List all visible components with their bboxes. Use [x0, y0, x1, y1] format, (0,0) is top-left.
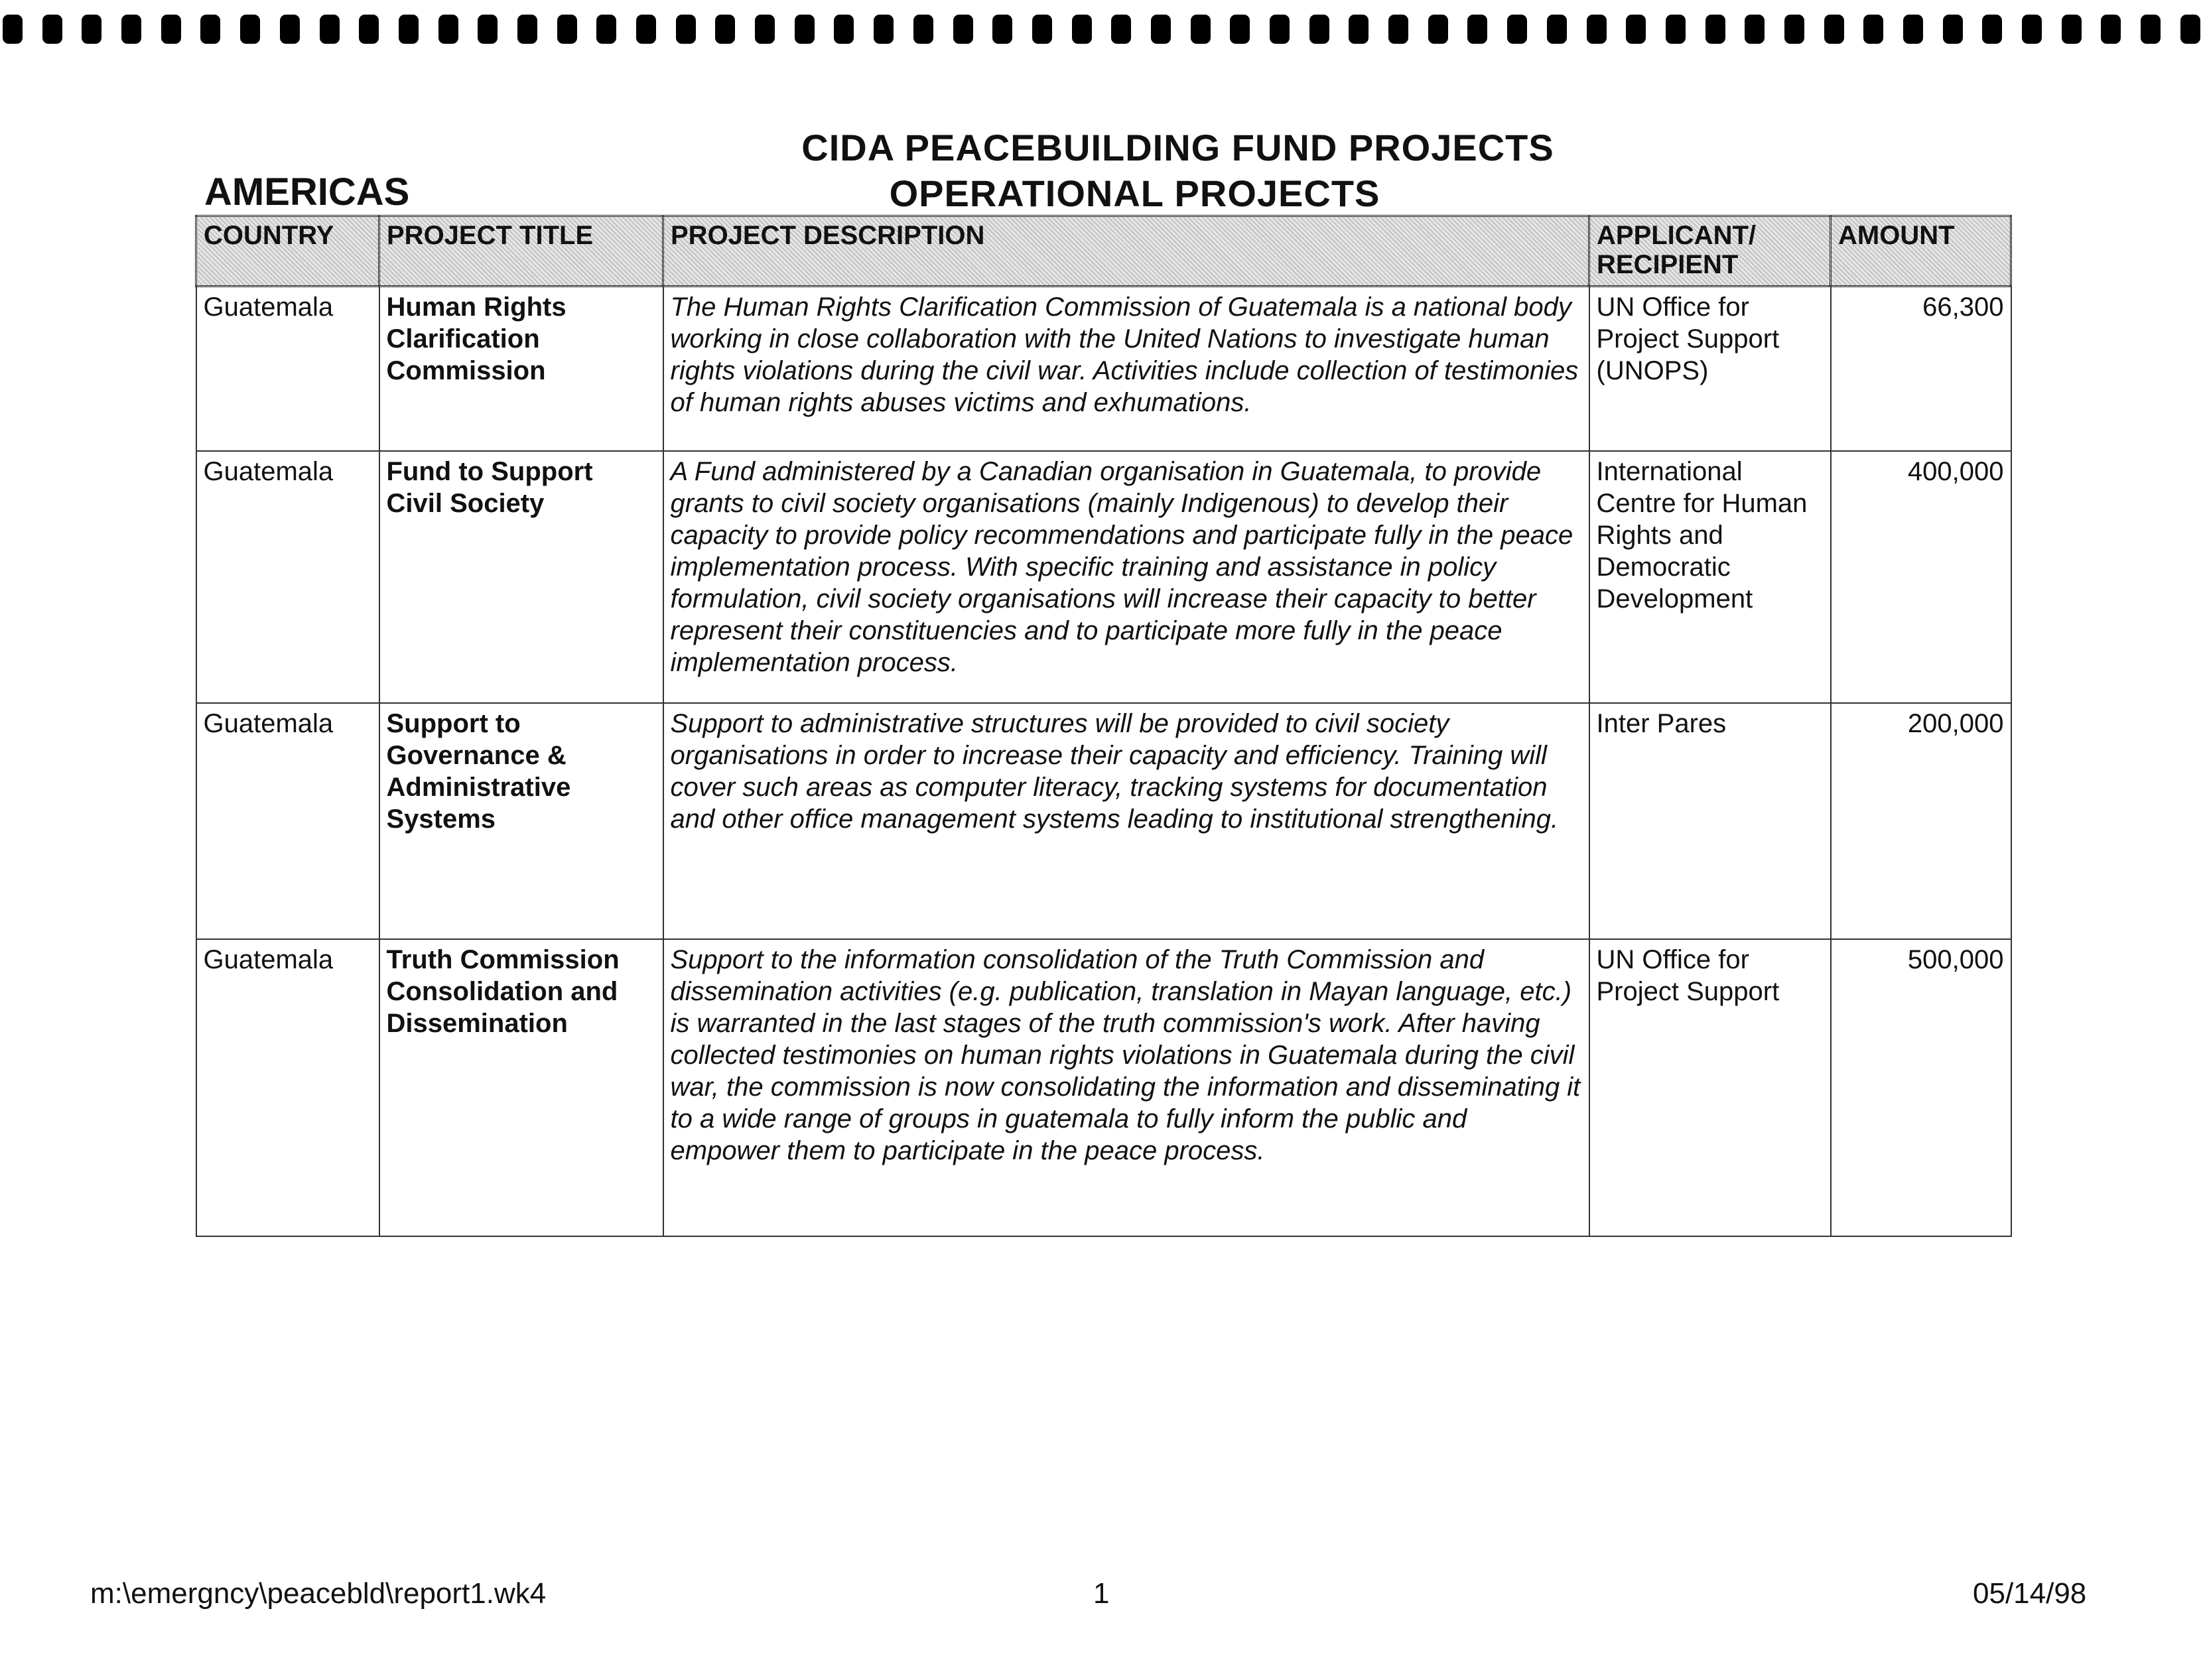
perforation-hole	[1388, 15, 1408, 44]
perforation-strip	[0, 15, 2203, 45]
amount-cell: 200,000	[1831, 703, 2011, 939]
perforation-hole	[1666, 15, 1686, 44]
table-row	[196, 939, 2011, 1236]
project-title-cell: Human Rights Clarification Commission	[379, 287, 663, 451]
document-subtitle: OPERATIONAL PROJECTS	[889, 172, 1380, 214]
perforation-hole	[3, 15, 23, 44]
footer-file-path: m:\emergncy\peacebld\report1.wk4	[90, 1577, 547, 1610]
table-header-row	[196, 216, 2011, 287]
region-label: AMERICAS	[204, 170, 410, 214]
country-cell: Guatemala	[196, 287, 379, 451]
country-cell: Guatemala	[196, 703, 379, 939]
perforation-hole	[517, 15, 537, 44]
projects-table	[195, 215, 2012, 1237]
project-description-cell: The Human Rights Clarification Commission of Guatemala is a national body working in close collaboration with the United Nations to investigate human rights violations during the civil war. Activities include collection of testimonies of human rights abuses victims and exhumations.	[663, 287, 1589, 451]
perforation-hole	[557, 15, 577, 44]
perforation-hole	[121, 15, 141, 44]
perforation-hole	[359, 15, 379, 44]
country-cell: Guatemala	[196, 939, 379, 1236]
perforation-hole	[478, 15, 498, 44]
project-title-cell: Fund to Support Civil Society	[379, 451, 663, 703]
perforation-hole	[1349, 15, 1369, 44]
table-row	[196, 703, 2011, 939]
project-description-cell: Support to the information consolidation of the Truth Commission and dissemination activities (e.g. publication, translation in Mayan language, etc.) is warranted in the last stages of the truth commission's work. After having collected testimonies on human rights violations in Guatemala during the civil war, the commission is now consolidating the information and disseminating it to a wide range of groups in guatemala to fully inform the public and empower them to participate in the peace process.	[663, 939, 1589, 1236]
perforation-hole	[1587, 15, 1607, 44]
perforation-hole	[1467, 15, 1487, 44]
perforation-hole	[2022, 15, 2042, 44]
perforation-hole	[913, 15, 933, 44]
perforation-hole	[1784, 15, 1804, 44]
perforation-hole	[834, 15, 854, 44]
recipient-cell: International Centre for Human Rights and Democratic Development	[1589, 451, 1831, 703]
footer-page-number: 1	[1093, 1577, 1110, 1610]
recipient-cell: UN Office for Project Support	[1589, 939, 1831, 1236]
perforation-hole	[320, 15, 340, 44]
perforation-hole	[2180, 15, 2200, 44]
perforation-hole	[280, 15, 300, 44]
perforation-hole	[1982, 15, 2002, 44]
perforation-hole	[1111, 15, 1131, 44]
column-header-applicant-recipient: APPLICANT/ RECIPIENT	[1589, 216, 1831, 287]
perforation-hole	[992, 15, 1012, 44]
perforation-hole	[1626, 15, 1646, 44]
perforation-hole	[200, 15, 220, 44]
perforation-hole	[438, 15, 458, 44]
perforation-hole	[1191, 15, 1211, 44]
perforation-hole	[2141, 15, 2161, 44]
perforation-hole	[1072, 15, 1092, 44]
table-row	[196, 451, 2011, 703]
column-header-amount: AMOUNT	[1831, 216, 2011, 287]
amount-cell: 400,000	[1831, 451, 2011, 703]
perforation-hole	[1428, 15, 1448, 44]
perforation-hole	[399, 15, 419, 44]
perforation-hole	[1507, 15, 1527, 44]
perforation-hole	[596, 15, 616, 44]
recipient-cell: UN Office for Project Support (UNOPS)	[1589, 287, 1831, 451]
perforation-hole	[1547, 15, 1567, 44]
perforation-hole	[42, 15, 62, 44]
perforation-hole	[676, 15, 696, 44]
perforation-hole	[1903, 15, 1923, 44]
perforation-hole	[1745, 15, 1765, 44]
perforation-hole	[161, 15, 181, 44]
perforation-hole	[953, 15, 973, 44]
perforation-hole	[1824, 15, 1844, 44]
perforation-hole	[1943, 15, 1963, 44]
perforation-hole	[1032, 15, 1052, 44]
perforation-hole	[1230, 15, 1250, 44]
footer-date: 05/14/98	[1973, 1577, 2087, 1610]
perforation-hole	[874, 15, 894, 44]
perforation-hole	[755, 15, 775, 44]
column-header-project-title: PROJECT TITLE	[379, 216, 663, 287]
document-title: CIDA PEACEBUILDING FUND PROJECTS	[801, 127, 1554, 168]
project-title-cell: Support to Governance & Administrative Systems	[379, 703, 663, 939]
perforation-hole	[1270, 15, 1290, 44]
table-row	[196, 287, 2011, 451]
perforation-hole	[795, 15, 815, 44]
recipient-cell: Inter Pares	[1589, 703, 1831, 939]
column-header-project-description: PROJECT DESCRIPTION	[663, 216, 1589, 287]
amount-cell: 66,300	[1831, 287, 2011, 451]
project-description-cell: Support to administrative structures will be provided to civil society organisations in order to increase their capacity and efficiency. Training will cover such areas as computer literacy, tracking systems for documentation and other office management systems leading to institutional strengthening.	[663, 703, 1589, 939]
country-cell: Guatemala	[196, 451, 379, 703]
perforation-hole	[1309, 15, 1329, 44]
perforation-hole	[715, 15, 735, 44]
perforation-hole	[82, 15, 101, 44]
perforation-hole	[1705, 15, 1725, 44]
perforation-hole	[240, 15, 260, 44]
project-title-cell: Truth Commission Consolidation and Dissemination	[379, 939, 663, 1236]
perforation-hole	[2062, 15, 2082, 44]
perforation-hole	[2101, 15, 2121, 44]
project-description-cell: A Fund administered by a Canadian organisation in Guatemala, to provide grants to civil society organisations (mainly Indigenous) to develop their capacity to provide policy recommendations and participate fully in the peace implementation process. With specific training and assistance in policy formulation, civil society organisations will increase their capacity to better represent their constituencies and to participate more fully in the peace implementation process.	[663, 451, 1589, 703]
perforation-hole	[1863, 15, 1883, 44]
perforation-hole	[1151, 15, 1171, 44]
column-header-country: COUNTRY	[196, 216, 379, 287]
amount-cell: 500,000	[1831, 939, 2011, 1236]
perforation-hole	[636, 15, 656, 44]
